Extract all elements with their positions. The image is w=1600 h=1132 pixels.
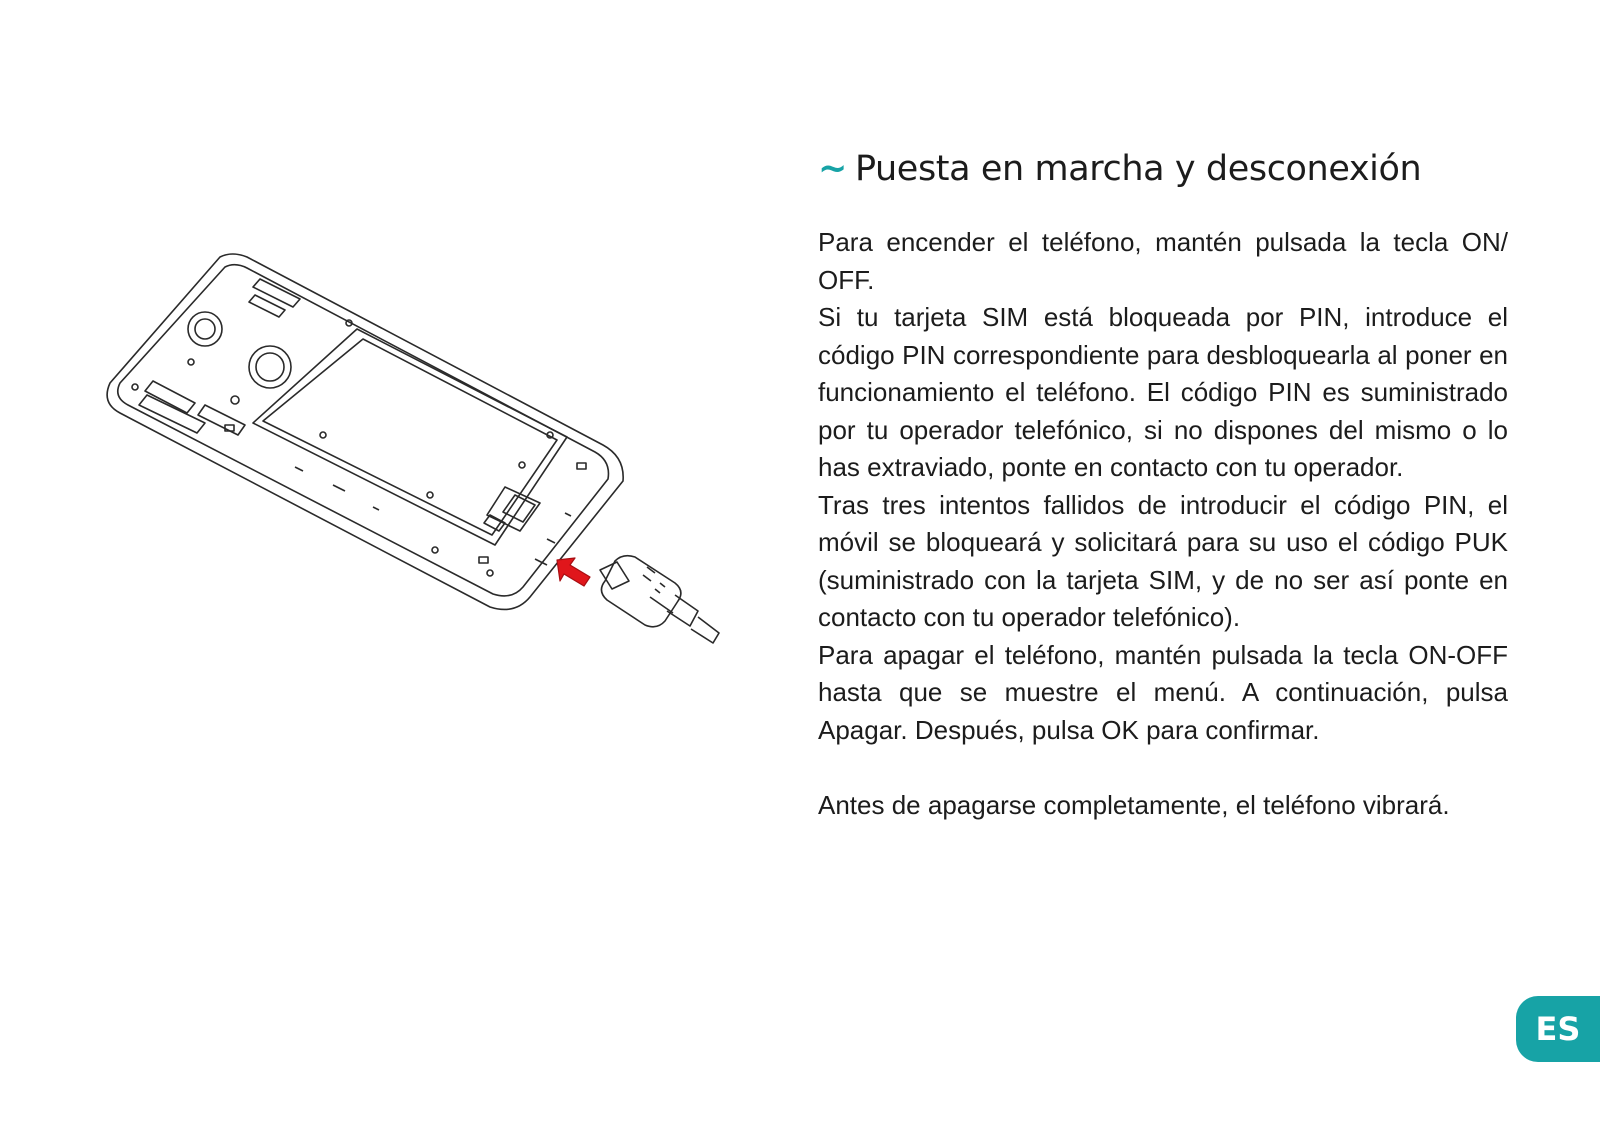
paragraph-power-off: Para apagar el teléfono, mantén pulsada la tecla ON-OFF hasta que se muestre el menú. A continuación, pulsa Apagar. Después, pulsa OK para confirmar. [818, 639, 1508, 745]
paragraph-pin: Si tu tarjeta SIM está bloqueada por PIN, introduce el código PIN correspondiente para desbloquearla al poner en funcionamiento el teléfono. El código PIN es suministrado por tu operador telefónico, si no dispones del mismo o lo has extraviado, ponte en contacto con tu operador. [818, 302, 1508, 482]
paragraph-power-on: Para encender el teléfono, mantén pulsada la tecla ON/ OFF. [818, 227, 1508, 295]
language-tab-label: ES [1535, 1010, 1581, 1048]
phone-charging-illustration [95, 245, 745, 665]
phone-back-drawing [107, 254, 623, 609]
paragraph-puk: Tras tres intentos fallidos de introducir el código PIN, el móvil se bloqueará y solicitará para su uso el código PUK (suministrado con la tarjeta SIM, y de no ser así ponte en contacto con tu operador telefónico). [818, 489, 1508, 632]
section-title [818, 144, 1421, 194]
paragraph-vibrate-note: Antes de apagarse completamente, el teléfono vibrará. [818, 789, 1450, 820]
language-tab [1516, 996, 1600, 1062]
title-text: Puesta en marcha y desconexión [854, 149, 1422, 189]
red-arrow-icon [557, 558, 590, 586]
instructions-text [818, 224, 1508, 824]
title-marker: ~ [818, 149, 847, 189]
usb-cable-drawing [600, 556, 719, 643]
